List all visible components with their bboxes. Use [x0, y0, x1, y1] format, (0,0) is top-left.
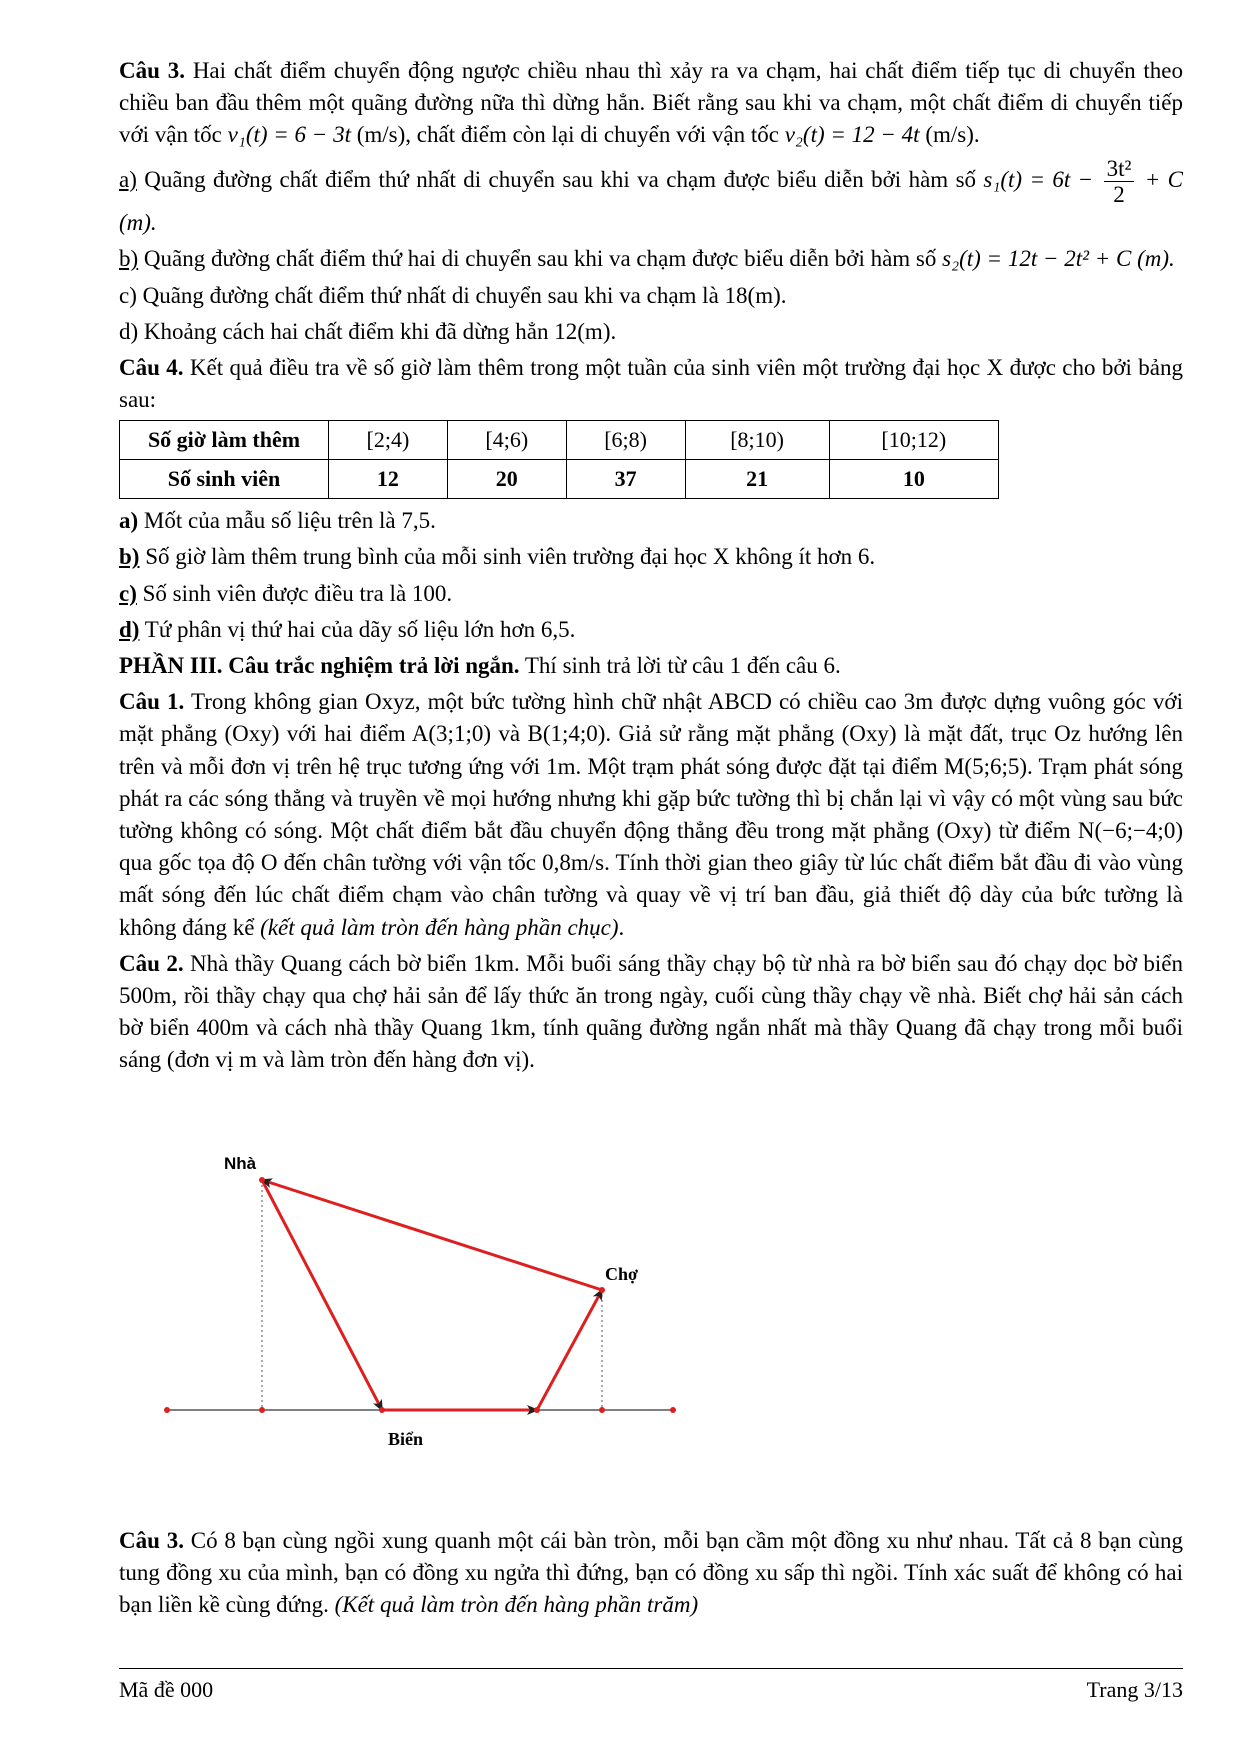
q4-b-label: b)	[119, 544, 140, 570]
q3a-b-text: Quãng đường chất điểm thứ hai di chuyển sau khi va chạm được biểu diễn bởi hàm số	[138, 246, 943, 272]
table-cell: 37	[566, 460, 685, 499]
point	[259, 1407, 265, 1413]
q3a-text1: Hai chất điểm chuyển động ngược chiều nhau thì xảy ra va chạm, hai chất điểm tiếp tục di chuyển theo chiều ban đầu thêm một quãng đường nữa thì dừng hẳn. Biết rằng sau khi va chạm, một chất điểm di chuyển tiếp với vận tốc	[119, 58, 1184, 148]
route-diagram	[150, 1155, 770, 1455]
table-header-students: Số sinh viên	[120, 460, 329, 499]
q4-option-c	[119, 578, 1183, 610]
q2-text: Nhà thầy Quang cách bờ biển 1km. Mỗi buổi sáng thầy chạy bộ từ nhà ra bờ biển sau đó chạy dọc bờ biển 500m, rồi thầy chạy qua chợ hải sản để lấy thức ăn trong ngày, cuối cùng thầy chạy về nhà. Biết chợ hải sản cách bờ biển 400m và cách nhà thầy Quang 1km, tính quãng đường ngắn nhất mà thầy Quang đã chạy trong mỗi buổi sáng (đơn vị m và làm tròn đến hàng đơn vị).	[119, 950, 1183, 1073]
table-cell: [6;8)	[566, 421, 685, 460]
document-body	[119, 55, 1183, 1080]
q4-d-text: Tứ phân vị thứ hai của dãy số liệu lớn hơn 6,5.	[139, 616, 576, 642]
q3a-option-b	[119, 243, 1183, 275]
q3a-option-a	[119, 156, 1183, 240]
q4-c-label: c)	[119, 580, 137, 606]
q4-label: Câu 4.	[119, 354, 184, 380]
q3a-option-d: d) Khoảng cách hai chất điểm khi đã dừng hẳn 12(m).	[119, 318, 617, 344]
q3a-a-formula-post: + C (m).	[119, 166, 1183, 236]
q4-option-d	[119, 614, 1183, 646]
page-footer	[119, 1668, 1183, 1706]
q4-a-label: a)	[119, 508, 139, 534]
q4-a-text: Mốt của mẫu số liệu trên là 7,5.	[138, 508, 436, 534]
q1-label: Câu 1.	[119, 689, 185, 715]
exam-code: Mã đề 000	[119, 1677, 214, 1702]
q3a-unit1: (m/s), chất điểm còn lại di chuyển với vận tốc	[350, 122, 785, 148]
point	[379, 1407, 385, 1413]
path-market-to-home	[262, 1180, 602, 1290]
q3a-b-formula: s₂(t) = 12t − 2t² + C (m).	[942, 246, 1175, 272]
q3b-paragraph	[119, 1525, 1183, 1622]
table-cell: [2;4)	[329, 421, 448, 460]
q3a-v2: v₂(t) = 12 − 4t	[784, 122, 920, 148]
label-home: Nhà	[224, 1155, 257, 1173]
q1-note: (kết quả làm tròn đến hàng phần chục)	[260, 914, 619, 940]
q3a-b-label: b)	[119, 246, 139, 272]
q1-end: .	[618, 914, 625, 940]
q4-option-a	[119, 505, 1183, 537]
route-diagram-svg	[150, 1155, 770, 1455]
frequency-table	[119, 420, 999, 499]
q4-paragraph	[119, 352, 1183, 416]
q4-option-b	[119, 541, 1183, 573]
q3b-label: Câu 3.	[119, 1528, 184, 1553]
table-cell: 12	[329, 460, 448, 499]
q4-d-label: d)	[119, 616, 140, 642]
q3a-option-c: c) Quãng đường chất điểm thứ nhất di chuyển sau khi va chạm là 18(m).	[119, 282, 787, 308]
point	[534, 1407, 540, 1413]
page-number: Trang 3/13	[1086, 1677, 1183, 1702]
table-cell: 10	[829, 460, 998, 499]
q3a-paragraph	[119, 55, 1183, 152]
part3-heading-paragraph	[119, 650, 1183, 682]
q4-c-text: Số sinh viên được điều tra là 100.	[136, 580, 453, 606]
q3a-a-fraction	[1104, 156, 1135, 208]
part3-heading: PHẦN III. Câu trắc nghiệm trả lời ngắn.	[119, 653, 520, 679]
point	[259, 1177, 265, 1183]
q3b-text: Có 8 bạn cùng ngồi xung quanh một cái bàn tròn, mỗi bạn cầm một đồng xu như nhau. Tất cả 8 bạn cùng tung đồng xu của mình, bạn có đồng xu ngửa thì đứng, bạn có đồng xu sấp thì ngồi. Tính xác suất để không có hai bạn liền kề cùng đứng.	[119, 1528, 1183, 1618]
q3a-a-text: Quãng đường chất điểm thứ nhất di chuyển sau khi va chạm được biểu diễn bởi hàm số	[136, 166, 984, 192]
q3b-section	[119, 1525, 1183, 1626]
table-cell: [8;10)	[685, 421, 829, 460]
table-cell: 21	[685, 460, 829, 499]
q1-text: Trong không gian Oxyz, một bức tường hình chữ nhật ABCD có chiều cao 3m được dựng vuông góc với mặt phẳng (Oxy) với hai điểm A(3;1;0) và B(1;4;0). Giả sử rằng mặt phẳng (Oxy) là mặt đất, trục Oz hướng lên trên và mỗi đơn vị trên hệ trục tương ứng với 1m. Một trạm phát sóng được đặt tại điểm M(5;6;5). Trạm phát sóng phát ra các sóng thẳng và truyền về mọi hướng nhưng khi gặp bức tường thì bị chắn lại vì vậy có một vùng sau bức tường không có sóng. Một chất điểm bắt đầu chuyển động thẳng đều trong mặt phẳng (Oxy) từ điểm N(−6;−4;0) qua gốc tọa độ O đến chân tường với vận tốc 0,8m/s. Tính thời gian theo giây từ lúc chất điểm bắt đầu đi vào vùng mất sóng đến lúc chất điểm chạm vào chân tường và quay về vị trí ban đầu, giả thiết độ dày của bức tường là không đáng kể	[119, 689, 1183, 940]
label-sea: Biển	[388, 1429, 424, 1449]
label-market: Chợ	[605, 1264, 638, 1284]
q3a-a-frac-den: 2	[1113, 181, 1125, 207]
point	[599, 1407, 605, 1413]
path-shore-to-market	[537, 1290, 602, 1410]
point	[599, 1287, 605, 1293]
q3a-v1: v₁(t) = 6 − 3t	[227, 122, 351, 148]
q3a-unit2: (m/s).	[925, 122, 980, 148]
q1-paragraph	[119, 686, 1183, 944]
table-header-hours: Số giờ làm thêm	[120, 421, 329, 460]
table-cell: [10;12)	[829, 421, 998, 460]
q4-text: Kết quả điều tra về số giờ làm thêm trong một tuần của sinh viên một trường đại học X được cho bởi bảng sau:	[119, 354, 1184, 413]
q3a-a-frac-num: 3t²	[1104, 156, 1135, 182]
q3b-note: (Kết quả làm tròn đến hàng phần trăm)	[334, 1592, 699, 1618]
table-row	[120, 421, 999, 460]
q3a-a-formula-pre: s₁(t) = 6t −	[983, 166, 1094, 192]
table-row	[120, 460, 999, 499]
q3a-a-label: a)	[119, 166, 137, 192]
point	[670, 1407, 676, 1413]
q2-label: Câu 2.	[119, 950, 184, 976]
point	[164, 1407, 170, 1413]
q4-b-text: Số giờ làm thêm trung bình của mỗi sinh viên trường đại học X không ít hơn 6.	[139, 544, 876, 570]
q3a-label: Câu 3.	[119, 58, 185, 83]
part3-text: Thí sinh trả lời từ câu 1 đến câu 6.	[519, 653, 841, 679]
table-cell: [4;6)	[447, 421, 566, 460]
table-cell: 20	[447, 460, 566, 499]
q2-paragraph	[119, 948, 1183, 1077]
